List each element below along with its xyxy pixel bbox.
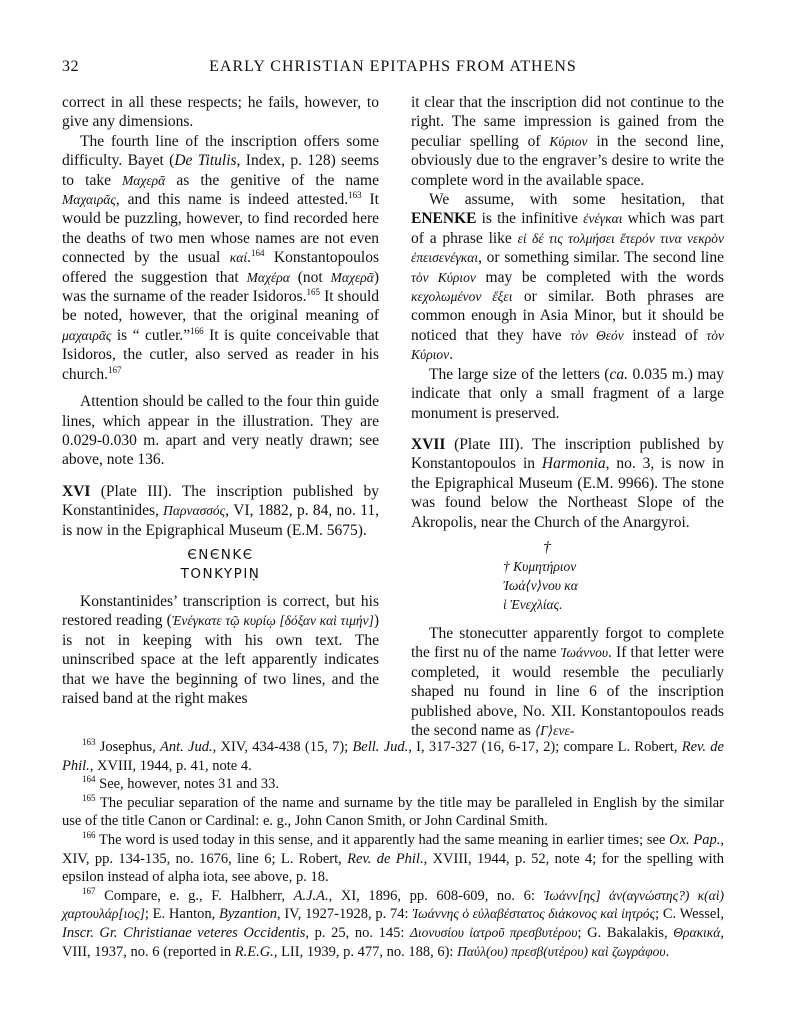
page-number: 32: [62, 58, 79, 75]
right-column: [411, 93, 724, 740]
cross-icon: †: [543, 538, 551, 556]
inscription-transcription: ЄNЄNKЄ TONKYPIṆ: [180, 546, 261, 582]
running-title: EARLY CHRISTIAN EPITAPHS FROM ATHENS: [209, 58, 577, 75]
inscription-transcription: † † Κυμητήριον Ἰωά⟨ν⟩νου κα ὶ Ἐνεχλίας.: [503, 538, 724, 614]
paragraph: We assume, with some hesitation, that ENENKE is the infinitive ἐνέγκαι which was part of a phrase like εἰ δέ τις τολμήσει ἕτερόν τινα νεκρὸν ἐπεισενέγκαι, or something similar. The second line τὸν Κύριον may be completed with the words κεχολωμένον ἕξει or similar. Both phrases are common enough in Asia Minor, but it should be noticed that they have τὸν Θεόν instead of τὸν Κύριον.: [411, 191, 724, 364]
footnote-164: $^{164}$ See, however, notes 31 and 33.: [82, 774, 279, 793]
entry-number: XVII: [411, 435, 446, 453]
footnote-ref[interactable]: 165: [306, 286, 320, 297]
footnotes: [62, 738, 724, 961]
entry-number: XVI: [62, 482, 91, 500]
left-column: [62, 93, 379, 708]
footnote-ref[interactable]: 166: [190, 325, 204, 336]
paragraph: Attention should be called to the four thin guide lines, which appear in the illustration. They are 0.029-0.030 m. apart and very neatly drawn; see above, note 136.: [62, 393, 379, 469]
entry-xvii: XVII (Plate III). The inscription published by Konstantopoulos in Harmonia, no. 3, is now in the Epigraphical Museum (E.M. 9966). The stone was found below the Northeast Slope of the Akropolis, near the Church of the Anargyroi.: [411, 435, 724, 531]
footnote-ref[interactable]: 163: [348, 189, 362, 200]
paragraph: The stonecutter apparently forgot to complete the first nu of the name Ἰωάννου. If that letter were completed, it would resemble the peculiarly shaped nu found in line 6 of the inscription published above, No. XII. Konstantopoulos reads the second name as ⟨Γ⟩ενε-: [411, 624, 724, 739]
entry-xvi: XVI (Plate III). The inscription published by Konstantinides, Παρνασσός, VI, 1882, p. 84, no. 11, is now in the Epigraphical Museum (E.M. 5675).: [62, 482, 380, 539]
paragraph: The large size of the letters (ca. 0.035 m.) may indicate that only a small fragment of a large monument is preserved.: [411, 365, 725, 422]
page-header: [62, 58, 724, 78]
footnote-ref[interactable]: 167: [108, 364, 122, 375]
paragraph: it clear that the inscription did not continue to the right. The same impression is gained from the peculiar spelling of Κύριον in the second line, obviously due to the engraver’s desire to write the complete word in the available space.: [411, 94, 724, 189]
paragraph: correct in all these respects; he fails, however, to give any dimensions.: [62, 94, 379, 131]
footnote-ref[interactable]: 164: [250, 248, 265, 259]
footnote-163: $^{163}$ Josephus, Ant. Jud., XIV, 434-438 (15, 7); Bell. Jud., I, 317-327 (16, 6-17, 2); compare L. Robert, Rev. de Phil., XVIII, 1944, p. 41, note 4.: [62, 737, 724, 774]
paragraph: Konstantinides’ transcription is correct, but his restored reading (Ἐνέγκατε τῷ κυρίῳ [δόξαν καὶ τιμήν]) is not in keeping with his own text. The uninscribed space at the left apparently indicates that we have the beginning of two lines, and the raised band at the right makes: [62, 592, 380, 707]
footnote-166: $^{166}$ The word is used today in this sense, and it apparently had the same meaning in earlier times; see Ox. Pap., XIV, pp. 134-135, no. 1676, line 6; L. Robert, Rev. de Phil., XVIII, 1944, p. 52, note 4; for the spelling with epsilon instead of alpha iota, see above, p. 18.: [62, 830, 724, 886]
footnote-165: $^{165}$ The peculiar separation of the name and surname by the title may be paralleled in English by the similar use of the title Canon or Cardinal: e. g., John Canon Smith, or John Cardinal Smith.: [62, 792, 724, 830]
paragraph: The fourth line of the inscription offers some difficulty. Bayet (De Titulis, Index, p. 128) seems to take Μαχερᾶ as the genitive of the name Μαχαιρᾶς, and this name is indeed attested.$^{163}$ It would be puzzling, however, to find recorded here the deaths of two men whose names are not even connected by the usual καί.$^{164}$ Konstantopoulos offered the suggestion that Μαχέρα (not Μαχερᾶ) was the surname of the reader Isidoros.$^{165}$ It should be noted, however, that the original meaning of μαχαιρᾶς is “ cutler.”$^{166}$ It is quite conceivable that Isidoros, the cutler, also served as reader in his church.$^{167}$: [62, 132, 380, 383]
footnote-167: $^{167}$ Compare, e. g., F. Halbherr, A.J.A., XI, 1896, pp. 608-609, no. 6: Ἰωάνν[ης] ἀν(αγνώστης?) κ(αὶ) χαρτουλάρ[ιος]; E. Hanton, Byzantion, IV, 1927-1928, p. 74: Ἰωάννης ὁ εὐλαβέστατος διάκονος καὶ ἰητρός; C. Wessel, Inscr. Gr. Christianae veteres Occidentis, p. 25, no. 145: Διονυσίου ἰατροῦ πρεσβυτέρου; G. Bakalakis, Θρακικά, VIII, 1937, no. 6 (reported in R.E.G., LII, 1939, p. 477, no. 188, 6): Παύλ(ου) πρεσβ(υτέρου) καὶ ζωγράφου.: [62, 885, 724, 960]
